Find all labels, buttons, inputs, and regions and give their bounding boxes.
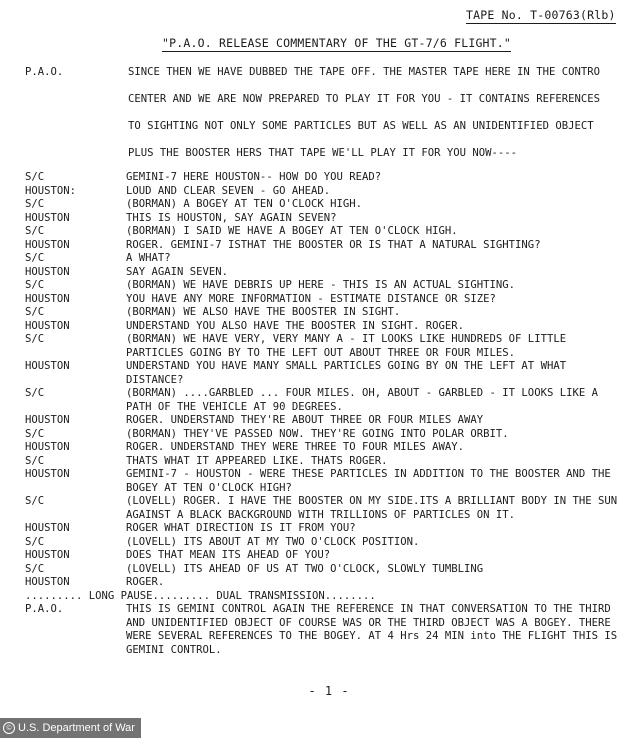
- utterance: DOES THAT MEAN ITS AHEAD OF YOU?: [126, 549, 331, 561]
- transcript-row: [0, 293, 628, 307]
- intro-line: [0, 147, 628, 174]
- transcript-row: [0, 266, 628, 280]
- utterance: ROGER. GEMINI-7 ISTHAT THE BOOSTER OR IS THAT A NATURAL SIGHTING?: [126, 238, 541, 251]
- page-number: - 1 -: [308, 684, 350, 698]
- transcript-row: [0, 239, 628, 253]
- utterance: GEMINI-7 HERE HOUSTON-- HOW DO YOU READ?: [126, 171, 382, 183]
- speaker: HOUSTON: [25, 319, 70, 332]
- utterance: SAY AGAIN SEVEN.: [126, 265, 229, 278]
- speaker: HOUSTON: [25, 549, 70, 561]
- speaker: S/C: [25, 225, 45, 237]
- document-title: "P.A.O. RELEASE COMMENTARY OF THE GT-7/6 FLIGHT.": [162, 36, 512, 50]
- transcript-row: [0, 252, 628, 266]
- utterance: (BORMAN) ....GARBLED ... FOUR MILES. OH, ABOUT - GARBLED - IT LOOKS LIKE A PATH OF THE VEHICLE AT 90 DEGREES.: [126, 387, 598, 413]
- utterance: (BORMAN) THEY'VE PASSED NOW. THEY'RE GOING INTO POLAR ORBIT.: [126, 427, 509, 440]
- speaker: S/C: [25, 535, 45, 548]
- utterance: GEMINI-7 - HOUSTON - WERE THESE PARTICLES IN ADDITION TO THE BOOSTER AND THE BOGEY AT TEN O'CLOCK HIGH?: [126, 468, 611, 494]
- transcript-row: [0, 522, 628, 536]
- image-credit: [0, 718, 141, 738]
- utterance: (BORMAN) WE ALSO HAVE THE BOOSTER IN SIGHT.: [126, 306, 401, 318]
- speaker: HOUSTON: [25, 441, 70, 453]
- closing-row: [0, 603, 628, 657]
- transcript-row: [0, 185, 628, 199]
- transcript: [0, 171, 628, 657]
- transcript-row: [0, 576, 628, 590]
- utterance: (LOVELL) ROGER. I HAVE THE BOOSTER ON MY SIDE.ITS A BRILLIANT BODY IN THE SUN AGAINST A BLACK BACKGROUND WITH TRILLIONS OF PARTICLES ON IT.: [126, 495, 618, 521]
- intro-text: PLUS THE BOOSTER HERS THAT TAPE WE'LL PLAY IT FOR YOU NOW----: [128, 147, 518, 159]
- utterance: UNDERSTAND YOU HAVE MANY SMALL PARTICLES GOING BY ON THE LEFT AT WHAT DISTANCE?: [126, 360, 567, 386]
- speaker: S/C: [25, 279, 45, 291]
- intro-line: [0, 120, 628, 147]
- utterance: (LOVELL) ITS AHEAD OF US AT TWO O'CLOCK, SLOWLY TUMBLING: [126, 562, 484, 575]
- utterance: (BORMAN) WE HAVE VERY, VERY MANY A - IT LOOKS LIKE HUNDREDS OF LITTLE PARTICLES GOING BY TO THE LEFT OUT ABOUT THREE OR FOUR MILES.: [126, 333, 567, 359]
- speaker: S/C: [25, 427, 45, 440]
- utterance: ROGER. UNDERSTAND THEY'RE ABOUT THREE OR FOUR MILES AWAY: [126, 414, 484, 426]
- intro-speaker: P.A.O.: [25, 66, 64, 78]
- utterance: (BORMAN) I SAID WE HAVE A BOGEY AT TEN O'CLOCK HIGH.: [126, 225, 458, 237]
- speaker: HOUSTON: [25, 522, 70, 534]
- speaker: HOUSTON: [25, 292, 70, 305]
- utterance: (BORMAN) A BOGEY AT TEN O'CLOCK HIGH.: [126, 198, 362, 210]
- transcript-row: [0, 455, 628, 469]
- transcript-row: [0, 428, 628, 442]
- utterance: ROGER.: [126, 576, 165, 588]
- utterance: UNDERSTAND YOU ALSO HAVE THE BOOSTER IN SIGHT. ROGER.: [126, 319, 465, 332]
- transcript-row: [0, 468, 628, 495]
- utterance: ROGER WHAT DIRECTION IS IT FROM YOU?: [126, 522, 356, 534]
- utterance: (LOVELL) ITS ABOUT AT MY TWO O'CLOCK POSITION.: [126, 535, 420, 548]
- speaker: HOUSTON:: [25, 184, 77, 197]
- speaker: HOUSTON: [25, 576, 70, 588]
- speaker: S/C: [25, 171, 45, 183]
- speaker: HOUSTON: [25, 211, 70, 224]
- speaker: S/C: [25, 333, 45, 345]
- utterance: THATS WHAT IT APPEARED LIKE. THATS ROGER.: [126, 454, 388, 467]
- speaker: S/C: [25, 562, 45, 575]
- intro-line: [0, 66, 628, 93]
- transcript-row: [0, 563, 628, 577]
- utterance: LOUD AND CLEAR SEVEN - GO AHEAD.: [126, 184, 331, 197]
- transcript-row: [0, 414, 628, 428]
- transcript-row: [0, 360, 628, 387]
- closing-speaker: P.A.O.: [25, 603, 64, 615]
- speaker: S/C: [25, 454, 45, 467]
- speaker: S/C: [25, 306, 45, 318]
- speaker: S/C: [25, 387, 45, 399]
- intro-text: TO SIGHTING NOT ONLY SOME PARTICLES BUT AS WELL AS AN UNIDENTIFIED OBJECT: [128, 120, 594, 132]
- transcript-row: [0, 549, 628, 563]
- transcript-row: [0, 536, 628, 550]
- utterance: (BORMAN) WE HAVE DEBRIS UP HERE - THIS IS AN ACTUAL SIGHTING.: [126, 279, 516, 291]
- transcript-row: [0, 279, 628, 293]
- transcript-row: [0, 212, 628, 226]
- intro-text: SINCE THEN WE HAVE DUBBED THE TAPE OFF. THE MASTER TAPE HERE IN THE CONTRO: [128, 66, 600, 78]
- transcript-row: [0, 441, 628, 455]
- transcript-row: [0, 306, 628, 320]
- intro-line: [0, 93, 628, 120]
- utterance: A WHAT?: [126, 252, 171, 264]
- speaker: S/C: [25, 198, 45, 210]
- speaker: HOUSTON: [25, 468, 70, 480]
- utterance: THIS IS HOUSTON, SAY AGAIN SEVEN?: [126, 211, 337, 224]
- utterance: ROGER. UNDERSTAND THEY WERE THREE TO FOUR MILES AWAY.: [126, 441, 465, 453]
- transcript-row: [0, 320, 628, 334]
- transcript-row: [0, 225, 628, 239]
- transcript-row: [0, 198, 628, 212]
- copyright-icon: ©: [3, 722, 15, 734]
- speaker: HOUSTON: [25, 238, 70, 251]
- credit-text: U.S. Department of War: [18, 722, 135, 734]
- intro-text: CENTER AND WE ARE NOW PREPARED TO PLAY IT FOR YOU - IT CONTAINS REFERENCES: [128, 93, 600, 105]
- pause-text: ......... LONG PAUSE......... DUAL TRANSMISSION........: [25, 589, 376, 602]
- intro-block: [0, 66, 628, 174]
- speaker: HOUSTON: [25, 265, 70, 278]
- tape-number: TAPE No. T-00763(Rlb): [466, 8, 616, 22]
- speaker: HOUSTON: [25, 360, 70, 372]
- transcript-row: [0, 171, 628, 185]
- speaker: S/C: [25, 252, 45, 264]
- closing-text: THIS IS GEMINI CONTROL AGAIN THE REFERENCE IN THAT CONVERSATION TO THE THIRD AND UNIDENTIFIED OBJECT OF COURSE WAS OR THE THIRD OBJECT WAS A BOGEY. THERE WERE SEVERAL REFERENCES TO THE BOGEY. AT 4 Hrs 24 MIN into THE FLIGHT THIS IS GEMINI CONTROL.: [126, 603, 618, 656]
- speaker: S/C: [25, 495, 45, 507]
- transcript-row: [0, 333, 628, 360]
- utterance: YOU HAVE ANY MORE INFORMATION - ESTIMATE DISTANCE OR SIZE?: [126, 292, 496, 305]
- transcript-row: [0, 495, 628, 522]
- transcript-row: [0, 387, 628, 414]
- speaker: HOUSTON: [25, 414, 70, 426]
- pause-line: [0, 590, 628, 604]
